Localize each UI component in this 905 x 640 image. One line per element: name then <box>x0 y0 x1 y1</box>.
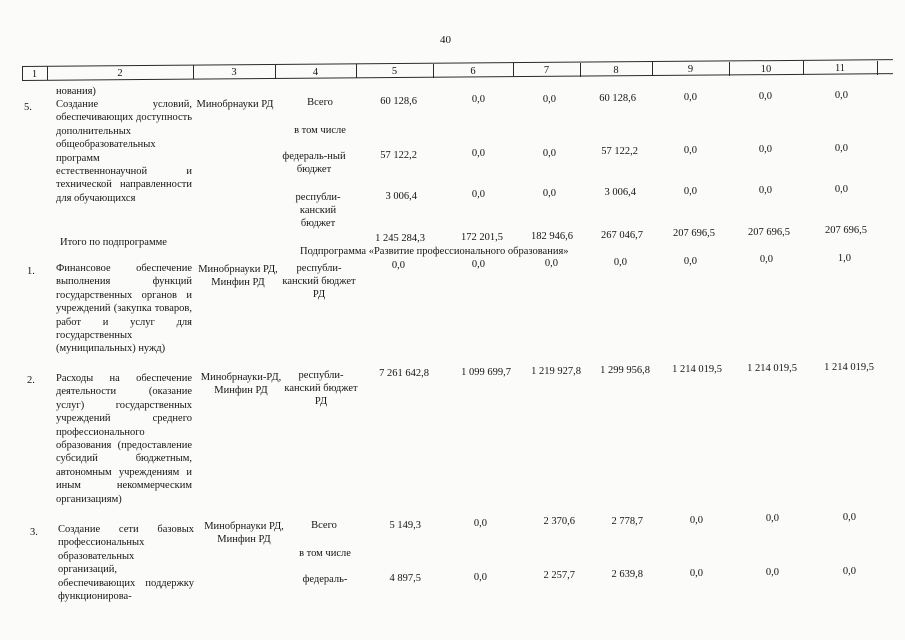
row-1-organization: Минобрнауки РД, Минфин РД <box>198 264 278 288</box>
col-divider <box>877 61 878 75</box>
header-col-7: 7 <box>543 65 550 76</box>
row-5-total-label: Всего <box>307 97 333 108</box>
row-5-fed-label: федераль-ный бюджет <box>282 151 346 175</box>
row-2-number: 2. <box>27 375 35 386</box>
row-3-total-v4: 2 778,7 <box>611 516 643 527</box>
row-1-v2: 0,0 <box>471 259 485 270</box>
row-1-number: 1. <box>27 266 35 277</box>
row-3-fed-v7: 0,0 <box>842 566 856 577</box>
row-5-description: Создание условий, обеспечивающих доступность дополнительных общеобразовательных программ естественнонаучной и технической направленности для обучающихся <box>56 99 192 204</box>
row-5-rep-v5: 0,0 <box>683 186 697 197</box>
row-2-source: республи-канский бюджет РД <box>284 370 358 407</box>
row-3-fed-label: федераль- <box>302 574 348 585</box>
row-1-v5: 0,0 <box>683 256 697 267</box>
row-5-total-v6: 0,0 <box>758 91 772 102</box>
row-5-organization: Минобрнауки РД <box>196 99 274 110</box>
header-col-11: 11 <box>834 63 846 74</box>
row-5-rep-label: республи-канский бюджет <box>295 192 341 229</box>
row-2-v5: 1 214 019,5 <box>672 364 722 375</box>
row-5-total-v2: 0,0 <box>471 94 485 105</box>
row-2-description: Расходы на обеспечение деятельности (оказание услуг) государственных учреждений среднего профессионального образования (предоставление субсидий бюджетным, автономным учреждениям и иным некоммерческим организациям) <box>56 373 192 505</box>
subprogram-total-label: Итого по подпрограмме <box>60 237 167 248</box>
row-5-fed-v6: 0,0 <box>758 144 772 155</box>
row-5-number: 5. <box>24 102 32 113</box>
row-5-total-v5: 0,0 <box>683 92 697 103</box>
itogo-v1: 1 245 284,3 <box>375 233 425 244</box>
row-5-fed-v2: 0,0 <box>471 148 485 159</box>
header-col-10: 10 <box>760 64 772 75</box>
row-2-organization: Минобрнауки-РД, Минфин РД <box>200 372 282 396</box>
row-3-total-v1: 5 149,3 <box>389 520 421 531</box>
row-3-total-v7: 0,0 <box>842 512 856 523</box>
row-5-total-v3: 0,0 <box>542 94 556 105</box>
row-3-organization: Минобрнауки РД, Минфин РД <box>204 521 284 545</box>
itogo-v7: 207 696,5 <box>825 225 867 236</box>
row-2-v6: 1 214 019,5 <box>747 363 797 374</box>
row-3-fed-v3: 2 257,7 <box>543 570 575 581</box>
header-col-5: 5 <box>391 66 398 77</box>
row-2-v1: 7 261 642,8 <box>379 368 429 379</box>
row-1-v6: 0,0 <box>759 254 773 265</box>
itogo-v2: 172 201,5 <box>461 232 503 243</box>
row-5-incl-label: в том числе <box>294 125 346 136</box>
row-2-v2: 1 099 699,7 <box>461 367 511 378</box>
itogo-v5: 207 696,5 <box>673 228 715 239</box>
row-3-description: Создание сети базовых профессиональных образовательных организаций, обеспечивающих поддержку функционирова- <box>58 524 194 603</box>
row-5-rep-v7: 0,0 <box>834 184 848 195</box>
row-1-v1: 0,0 <box>391 260 405 271</box>
row-5-fed-v3: 0,0 <box>542 148 556 159</box>
row-5-rep-v2: 0,0 <box>471 189 485 200</box>
continuation-text: нования) <box>56 86 96 97</box>
row-1-description: Финансовое обеспечение выполнения функций государственных органов и учреждений (закупка товаров, работ и услуг для государственных (муниципальных) нужд) <box>56 263 192 355</box>
subprogram-title: Подпрограмма «Развитие профессионального образования» <box>300 246 569 257</box>
row-5-rep-v6: 0,0 <box>758 185 772 196</box>
row-5-fed-v1: 57 122,2 <box>380 150 417 161</box>
row-2-v4: 1 299 956,8 <box>600 365 650 376</box>
header-col-4: 4 <box>312 67 319 78</box>
row-3-total-v6: 0,0 <box>765 513 779 524</box>
page-number: 40 <box>440 34 451 46</box>
row-3-fed-v4: 2 639,8 <box>611 569 643 580</box>
header-col-9: 9 <box>687 64 694 75</box>
row-3-fed-v5: 0,0 <box>689 568 703 579</box>
row-3-total-label: Всего <box>311 520 337 531</box>
header-col-1: 1 <box>31 69 38 80</box>
row-5-rep-v3: 0,0 <box>542 188 556 199</box>
row-3-incl-label: в том числе <box>299 548 351 559</box>
row-2-v7: 1 214 019,5 <box>824 362 874 373</box>
row-3-total-v5: 0,0 <box>689 515 703 526</box>
row-1-source: республи-канский бюджет РД <box>282 263 356 300</box>
row-1-v3: 0,0 <box>544 258 558 269</box>
itogo-v3: 182 946,6 <box>531 231 573 242</box>
row-1-v7: 1,0 <box>837 253 851 264</box>
row-3-total-v2: 0,0 <box>473 518 487 529</box>
row-3-fed-v2: 0,0 <box>473 572 487 583</box>
row-1-v4: 0,0 <box>613 257 627 268</box>
row-3-number: 3. <box>30 527 38 538</box>
row-5-rep-v4: 3 006,4 <box>604 187 636 198</box>
row-3-fed-v6: 0,0 <box>765 567 779 578</box>
row-5-total-v4: 60 128,6 <box>599 93 636 104</box>
row-2-v3: 1 219 927,8 <box>531 366 581 377</box>
row-5-total-v1: 60 128,6 <box>380 96 417 107</box>
row-5-rep-v1: 3 006,4 <box>385 191 417 202</box>
itogo-v6: 207 696,5 <box>748 227 790 238</box>
header-col-3: 3 <box>231 67 237 78</box>
row-3-fed-v1: 4 897,5 <box>389 573 421 584</box>
row-5-fed-v5: 0,0 <box>683 145 697 156</box>
header-col-2: 2 <box>117 68 123 79</box>
header-col-6: 6 <box>470 66 476 77</box>
row-5-total-v7: 0,0 <box>834 90 848 101</box>
row-5-fed-v7: 0,0 <box>834 143 848 154</box>
row-5-fed-v4: 57 122,2 <box>601 146 638 157</box>
itogo-v4: 267 046,7 <box>601 230 643 241</box>
row-3-total-v3: 2 370,6 <box>543 516 575 527</box>
header-col-8: 8 <box>613 65 619 76</box>
